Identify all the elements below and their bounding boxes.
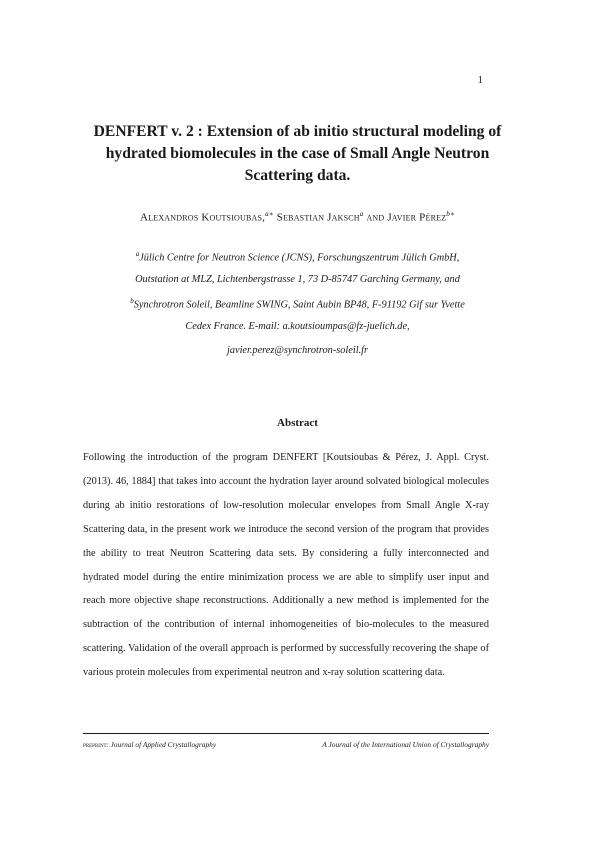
author-list xyxy=(80,210,515,224)
author-jaksch-affil: a xyxy=(359,210,364,218)
paper-title: DENFERT v. 2 : Extension of ab initio structural modeling of hydrated biomolecules in the case of Small Angle Neutron Scattering data. xyxy=(93,123,502,184)
affiliation-line-4: Cedex France. E-mail: a.koutsioumpas@fz-juelich.de, xyxy=(185,321,410,332)
author-koutsioubas: Alexandros Koutsioubas, xyxy=(140,211,266,224)
affiliation-line-5: javier.perez@synchrotron-soleil.fr xyxy=(226,345,369,356)
preprint-label: preprint: xyxy=(83,740,109,749)
footer-rule xyxy=(83,733,489,734)
journal-union: A Journal of the International Union of Crystallography xyxy=(322,740,489,749)
affiliation-marker-b: b xyxy=(130,297,134,305)
abstract-heading: Abstract xyxy=(277,417,318,429)
affiliation-marker-a: a xyxy=(135,250,140,258)
footer-preprint xyxy=(83,740,216,749)
affiliation-line-2: Outstation at MLZ, Lichtenbergstrasse 1, 73 D-85747 Garching Germany, and xyxy=(135,274,460,285)
page-number: 1 xyxy=(477,74,483,86)
author-koutsioubas-affil: a∗ xyxy=(265,210,274,218)
author-conjunction: and xyxy=(366,211,385,224)
author-perez: Javier Pérez xyxy=(387,211,447,224)
footer xyxy=(83,740,489,749)
affiliation-line-1: $^a$Jülich Centre for Neutron Science (JCNS), Forschungszentrum Jülich GmbH, xyxy=(135,250,460,264)
journal-name: Journal of Applied Crystallography xyxy=(110,740,217,749)
affiliation-line-3: $^b$Synchrotron Soleil, Beamline SWING, Saint Aubin BP48, F-91192 Gif sur Yvette xyxy=(130,297,465,311)
author-jaksch: Sebastian Jaksch xyxy=(276,211,360,224)
abstract-text: Following the introduction of the program DENFERT [Koutsioubas & Pérez, J. Appl. Cryst. (2013). 46, 1884] that takes into account the hydration layer around solvated biological molecules during ab initio restorations of low-resolution molecular envelopes from Small Angle X-ray Scattering data, in the present work we introduce the second version of the program that provides the ability to treat Neutron Scattering data sets. By considering a fully interconnected and hydrated model during the entire minimization process we are able to simplify user input and reach more objective shape reconstructions. Additionally a new method is implemented for the subtraction of the contribution of internal inhomogeneities of bio-molecules to the measured scattering. Validation of the overall approach is performed by successfully recovering the shape of various protein molecules from experimental neutron and x-ray solution scattering data. xyxy=(83,452,489,679)
author-perez-affil: b∗ xyxy=(446,210,455,218)
